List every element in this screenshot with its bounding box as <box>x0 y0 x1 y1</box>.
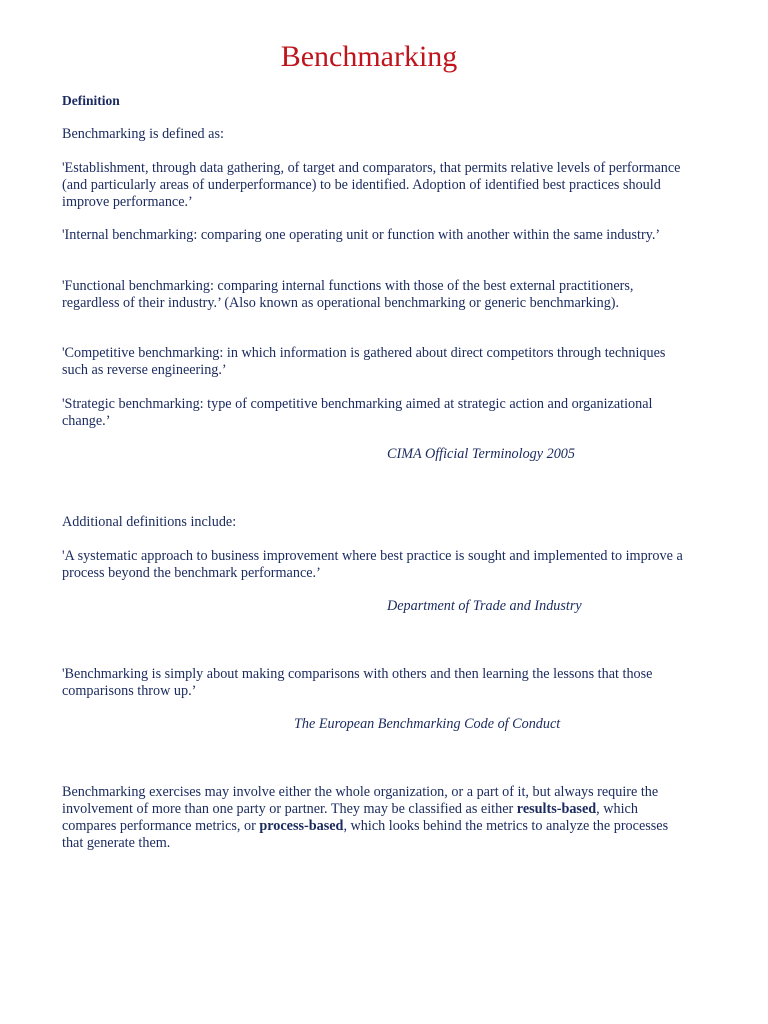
process-based-term: process-based <box>259 818 344 834</box>
citation-cima: CIMA Official Terminology 2005 <box>387 446 575 462</box>
intro-text: Benchmarking is defined as: <box>62 126 224 142</box>
citation-dti: Department of Trade and Industry <box>387 598 582 614</box>
definition-paragraph-establishment: 'Establishment, through data gathering, of target and comparators, that permits relative levels of performance (and particularly areas of underperformance) to be identified. Adoption of identified best practices should improve performance.’ <box>62 160 681 210</box>
closing-text-part1: Benchmarking exercises may involve either the whole organization, or a part of it, but always require the involvement of more than one party or partner. They may be classified as either <box>62 784 659 817</box>
results-based-term: results-based <box>516 801 597 817</box>
definition-heading: Definition <box>62 93 120 108</box>
closing-text-part3: , which looks behind the metrics to analyze the processes that generate them. <box>62 818 669 851</box>
quote-european: 'Benchmarking is simply about making comparisons with others and then learning the lessons that those comparisons throw up.’ <box>62 666 653 699</box>
definition-paragraph-functional: 'Functional benchmarking: comparing internal functions with those of the best external practitioners, regardless of their industry.’ (Also known as operational benchmarking or generic benchmarking). <box>62 278 634 311</box>
closing-paragraph <box>62 784 687 852</box>
additional-definitions-intro: Additional definitions include: <box>62 514 237 530</box>
page-title: Benchmarking <box>280 40 458 73</box>
closing-text-part2: , which compares performance metrics, or <box>62 801 638 834</box>
citation-european: The European Benchmarking Code of Conduct <box>294 716 561 732</box>
definition-paragraph-competitive: 'Competitive benchmarking: in which information is gathered about direct competitors through techniques such as reverse engineering.’ <box>62 345 666 378</box>
definition-paragraph-internal: 'Internal benchmarking: comparing one operating unit or function with another within the same industry.’ <box>62 227 661 243</box>
definition-paragraph-strategic: 'Strategic benchmarking: type of competitive benchmarking aimed at strategic action and organizational change.’ <box>62 396 653 429</box>
quote-dti: 'A systematic approach to business improvement where best practice is sought and implemented to improve a process beyond the benchmark performance.’ <box>62 548 683 581</box>
